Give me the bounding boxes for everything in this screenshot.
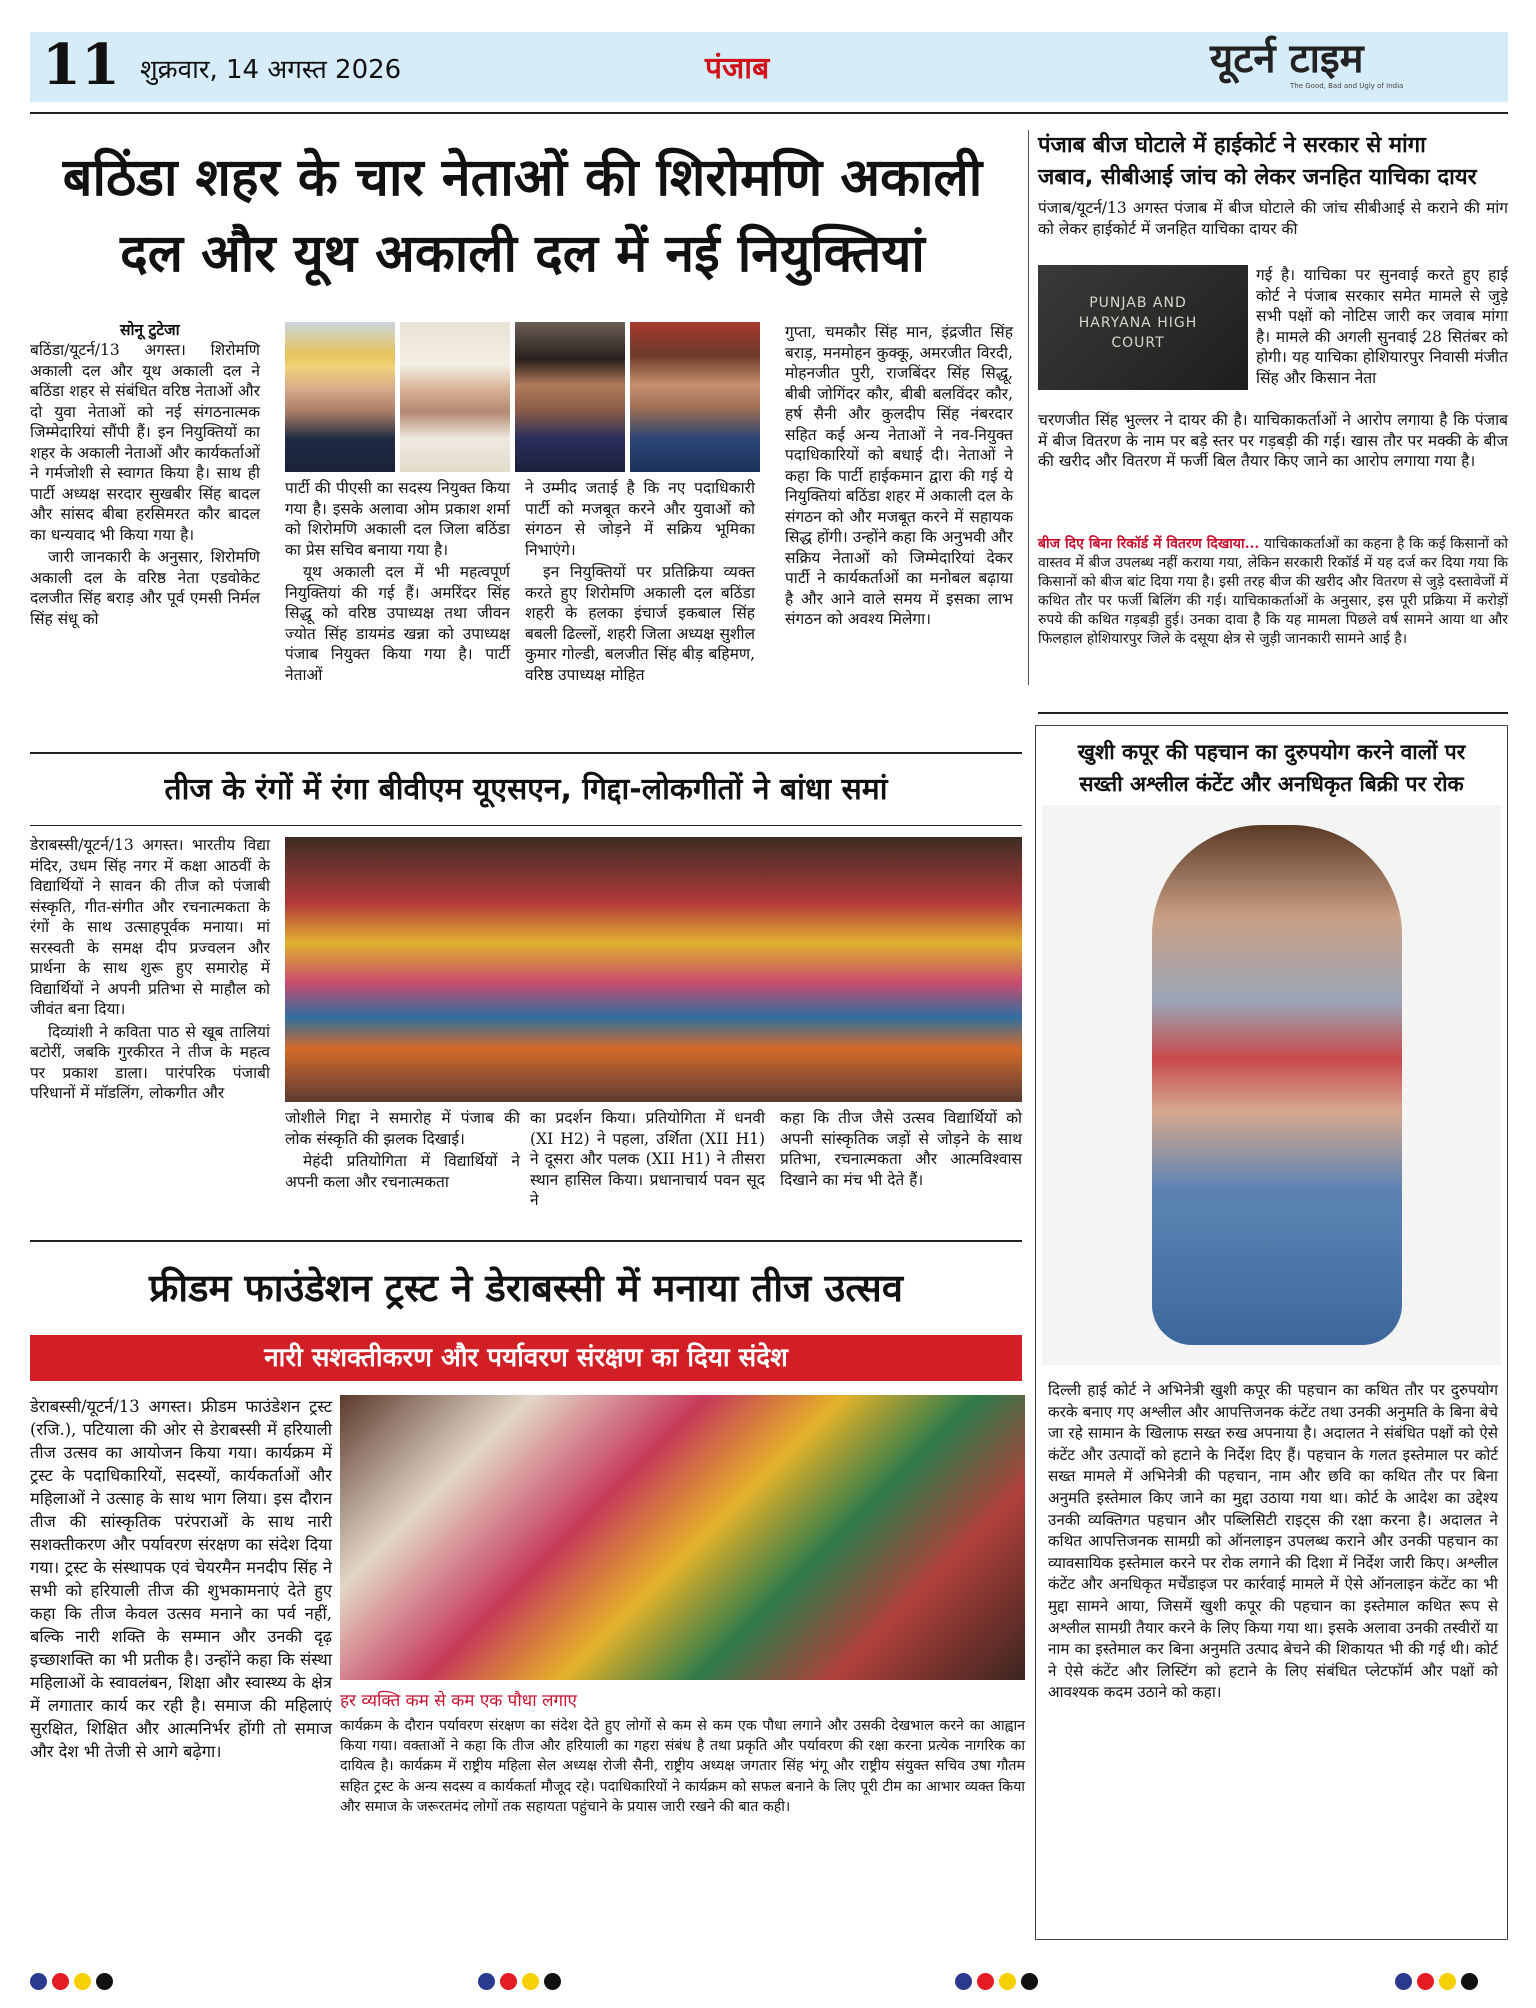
registration-marks-3: [955, 1973, 1038, 1990]
article1-col3: [525, 478, 755, 687]
logo-tagline: The Good, Bad and Ugly of India: [1290, 82, 1404, 90]
article3-top-rule: [30, 752, 1022, 754]
article4-subhead: हर व्यक्ति कम से कम एक पौधा लगाए: [340, 1691, 577, 1711]
article2-headline: [1038, 130, 1508, 194]
article2-bottom-rule: [1038, 712, 1508, 714]
leader-photo-3: [515, 322, 625, 472]
article2-intro: पंजाब/यूटर्न/13 अगस्त पंजाब में बीज घोटाले की जांच सीबीआई से कराने की मांग को लेकर हाईकोर्ट में जनहित याचिका दायर की: [1038, 199, 1508, 238]
teej-dance-photo: [340, 1395, 1025, 1680]
issue-date: शुक्रवार, 14 अगस्त 2026: [140, 55, 402, 85]
article4-headline: फ्रीडम फाउंडेशन ट्रस्ट ने डेराबस्सी में मनाया तीज उत्सव: [148, 1266, 903, 1310]
article3-col2b-text: मेहंदी प्रतियोगिता में विद्यार्थियों ने अपनी कला और रचनात्मकता: [285, 1152, 520, 1191]
column-rule-right: [1028, 130, 1029, 685]
newspaper-logo: [1210, 36, 1500, 96]
article5-headline-line1: खुशी कपूर की पहचान का दुरुपयोग करने वालों पर: [1077, 740, 1466, 764]
registration-marks-4: [1395, 1973, 1478, 1990]
article1-col2: [285, 478, 510, 687]
article5-body: दिल्ली हाई कोर्ट ने अभिनेत्री खुशी कपूर की पहचान का कथित तौर पर दुरुपयोग करके बनाए गए अश्लील और आपत्तिजनक कंटेंट तथा उनकी अनुमति के बिना बेचे जा रहे सामान के खिलाफ सख्त रुख अपनाया है। अदालत ने संबंधित पक्षों को ऐसे कंटेंट और उत्पादों को हटाने के निर्देश दिए हैं। पहचान के गलत इस्तेमाल पर कोर्ट सख्त मामले में अभिनेत्री की पहचान, नाम और छवि का कथित तौर पर बिना अनुमति इस्तेमाल किए जाने का मुद्दा उठाया गया था। कोर्ट के आदेश का उद्देश्य उनकी व्यक्तिगत पहचान और पब्लिसिटी राइट्स की रक्षा करना है। अदालत ने कथित आपत्तिजनक सामग्री को ऑनलाइन उपलब्ध कराने और उनकी पहचान का व्यावसायिक इस्तेमाल करने पर रोक लगाने की दिशा में निर्देश जारी किए। अश्लील कंटेंट और अनधिकृत मर्चेंडाइज पर कार्रवाई मामले में ऐसे ऑनलाइन कंटेंट का भी मुद्दा सामने आया, जिसमें खुशी कपूर की पहचान का इस्तेमाल कथित रूप से अश्लील सामग्री तैयार करने के लिए किया गया था। इसके अलावा उनकी तस्वीरों या नाम का इस्तेमाल कर बिना अनुमति उत्पाद बेचने की शिकायत भी की गई थी। कोर्ट ने ऐसे कंटेंट और लिस्टिंग को हटाने के लिए संबंधित प्लेटफॉर्म और पक्षों को आवश्यक कदम उठाने को कहा।: [1048, 1381, 1498, 1702]
article1-col4: [785, 322, 1013, 632]
article3-col3: का प्रदर्शन किया। प्रतियोगिता में धनवी (XI H2) ने पहला, उर्शिता (XII H1) ने दूसरा और पलक (XII H1) ने तीसरा स्थान हासिल किया। प्रधानाचार्य पवन सूद ने: [530, 1109, 765, 1209]
article5-headline-line2: सख्ती अश्लील कंटेंट और अनधिकृत बिक्री पर रोक: [1079, 772, 1464, 796]
leader-photo-4: [630, 322, 760, 472]
teej-group-photo: [285, 837, 1022, 1102]
article1-col2b-text: यूथ अकाली दल में भी महत्वपूर्ण नियुक्तियां की गई हैं। अमरिंदर सिंह सिद्धू को वरिष्ठ उपाध्यक्ष तथा जीवन ज्योत सिंह डायमंड खन्ना को उपाध्यक्ष पंजाब नियुक्त किया गया है। पार्टी नेताओं: [285, 563, 510, 684]
article3-col1-text: डेराबस्सी/यूटर्न/13 अगस्त। भारतीय विद्या मंदिर, उधम सिंह नगर में कक्षा आठवीं के विद्यार्थियों ने सावन की तीज को पंजाबी संस्कृति, गीत-संगीत और रचनात्मकता के रंगों के साथ उत्साहपूर्वक मनाया। मां सरस्वती के समक्ष दीप प्रज्वलन और प्रार्थना के साथ शुरू हुए समारोह में विद्यार्थियों ने अपनी प्रतिभा से माहौल को जीवंत बना दिया।: [30, 836, 270, 1018]
article3-col2-text: जोशीले गिद्दा ने समारोह में पंजाब की लोक संस्कृति की झलक दिखाई।: [285, 1109, 520, 1148]
article1-headline-line1: बठिंडा शहर के चार नेताओं की शिरोमणि अकाली: [62, 148, 983, 208]
article1-byline: सोनू टुटेजा: [120, 320, 180, 339]
high-court-sign-text: PUNJAB AND HARYANA HIGH COURT: [1078, 295, 1198, 351]
article4-col1: डेराबस्सी/यूटर्न/13 अगस्त। फ्रीडम फाउंडेशन ट्रस्ट (रजि.), पटियाला की ओर से डेराबस्सी में हरियाली तीज उत्सव का आयोजन किया गया। कार्यक्रम में ट्रस्ट के पदाधिकारियों, सदस्यों, कार्यकर्ताओं और महिलाओं ने उत्साह के साथ भाग लिया। इस दौरान तीज की सांस्कृतिक परंपराओं के साथ नारी सशक्तीकरण और पर्यावरण संरक्षण का संदेश दिया गया। ट्रस्ट के संस्थापक एवं चेयरमैन मनदीप सिंह ने सभी को हरियाली तीज की शुभकामनाएं देते हुए कहा कि तीज केवल उत्सव मनाने का पर्व नहीं, बल्कि नारी शक्ति के सम्मान और उनकी दृढ़ इच्छाशक्ति का भी प्रतीक है। उन्होंने कहा कि संस्था महिलाओं के स्वावलंबन, शिक्षा और स्वास्थ्य के क्षेत्र में लगातार कार्य कर रही है। समाज की महिलाएं सुरक्षित, शिक्षित और आत्मनिर्भर होंगी तो समाज और देश भी तेजी से आगे बढ़ेगा।: [30, 1397, 332, 1761]
actress-figure: [1152, 825, 1402, 1345]
article2-subhead: बीज दिए बिना रिकॉर्ड में वितरण दिखाया...: [1038, 536, 1260, 552]
article3-headline-rule: [30, 825, 1022, 826]
article1-col4-text: गुप्ता, चमकौर सिंह मान, इंद्रजीत सिंह बराड़, मनमोहन कुक्कू, अमरजीत विरदी, मोहनजीत पुरी, राजबिंदर सिंह सिद्धू, बीबी जोगिंदर कौर, बीबी बलविंदर कौर, हर्ष सैनी और कुलदीप सिंह नंबरदार सहित कई अन्य नेताओं ने नव-नियुक्त पदाधिकारियों को बधाई दी। नेताओं ने कहा कि पार्टी हाईकमान द्वारा की गई ये नियुक्तियां बठिंडा शहर में अकाली दल के संगठन को और मजबूत करने में सहायक सिद्ध होंगी। उन्होंने कहा कि अनुभवी और सक्रिय नेताओं को जिम्मेदारियां देकर पार्टी ने कार्यकर्ताओं का मनोबल बढ़ाया है और आने वाले समय में इसका लाभ संगठन को अवश्य मिलेगा।: [785, 323, 1013, 628]
leader-photo-2: [400, 322, 510, 472]
article1-col1-text: बठिंडा/यूटर्न/13 अगस्त। शिरोमणि अकाली दल और यूथ अकाली दल ने बठिंडा शहर से संबंधित वरिष्ठ नेताओं और दो युवा नेताओं को नई संगठनात्मक जिम्मेदारियां सौंपी हैं। इन नियुक्तियों का शहर के अकाली नेताओं और कार्यकर्ताओं ने गर्मजोशी से स्वागत किया है। साथ ही पार्टी अध्यक्ष सरदार सुखबीर सिंह बादल और सांसद बीबा हरसिमरत कौर बादल का धन्यवाद भी किया गया है।: [30, 341, 260, 544]
article4-top-rule: [30, 1240, 1022, 1242]
article1-col3-text: ने उम्मीद जताई है कि नए पदाधिकारी पार्टी को मजबूत करने और युवाओं को संगठन से जोड़ने में सक्रिय भूमिका निभाएंगे।: [525, 479, 755, 559]
article1-col3b-text: इन नियुक्तियों पर प्रतिक्रिया व्यक्त करते हुए शिरोमणि अकाली दल बठिंडा शहरी के हलका इंचार्ज इकबाल सिंह बबली ढिल्लों, शहरी जिला अध्यक्ष सुशील कुमार गोल्डी, बलजीत सिंह बीड़ बहिमण, वरिष्ठ उपाध्यक्ष मोहित: [525, 563, 755, 684]
article3-col4: कहा कि तीज जैसे उत्सव विद्यार्थियों को अपनी सांस्कृतिक जड़ों से जोड़ने के साथ प्रतिभा, रचनात्मकता और आत्मविश्वास दिखाने का मंच भी देते हैं।: [780, 1109, 1022, 1189]
article2-headline-line1: पंजाब बीज घोटाले में हाईकोर्ट ने सरकार से मांगा: [1038, 133, 1426, 158]
logo-text: यूटर्न टाइम: [1210, 36, 1364, 82]
article1-col1b-text: जारी जानकारी के अनुसार, शिरोमणि अकाली दल के वरिष्ठ नेता एडवोकेट दलजीत सिंह बराड़ और पूर्व एमसी निर्मल सिंह संधू को: [30, 548, 260, 628]
high-court-sign-photo: [1038, 265, 1248, 390]
article2-body: चरणजीत सिंह भुल्लर ने दायर की है। याचिकाकर्ताओं ने आरोप लगाया है कि पंजाब में बीज वितरण के नाम पर बड़े स्तर पर गड़बड़ी की गई। खास तौर पर मक्की के बीज की खरीद और वितरण में फर्जी बिल तैयार किए जाने का आरोप लगाया गया है।: [1038, 411, 1508, 470]
actress-photo: [1042, 805, 1501, 1365]
article1-col1: [30, 340, 260, 631]
registration-marks-1: [30, 1973, 113, 1990]
article3-col1: [30, 835, 270, 1106]
article2-wrap: गई है। याचिका पर सुनवाई करते हुए हाई कोर्ट ने पंजाब सरकार समेत मामले से जुड़े सभी पक्षों को नोटिस जारी कर जवाब मांगा है। मामले की अगली सुनवाई 28 सितंबर को होगी। यह याचिका होशियारपुर निवासी मंजीत सिंह और किसान नेता: [1256, 266, 1508, 387]
article3-col2: [285, 1108, 520, 1194]
article3-col1b-text: दिव्यांशी ने कविता पाठ से खूब तालियां बटोरीं, जबकि गुरकीरत ने तीज के महत्व पर प्रकाश डाला। पारंपरिक पंजाबी परिधानों में मॉडलिंग, लोकगीत और: [30, 1022, 270, 1102]
article4-banner: नारी सशक्तीकरण और पर्यावरण संरक्षण का दिया संदेश: [30, 1335, 1022, 1381]
article1-headline-line2: दल और यूथ अकाली दल में नई नियुक्तियां: [120, 224, 925, 284]
article4-col2: कार्यक्रम के दौरान पर्यावरण संरक्षण का संदेश देते हुए लोगों से कम से कम एक पौधा लगाने और उसकी देखभाल करने का आह्वान किया गया। वक्ताओं ने कहा कि तीज और हरियाली का गहरा संबंध है तथा प्रकृति और पर्यावरण की रक्षा करना प्रत्येक नागरिक का दायित्व है। कार्यक्रम में राष्ट्रीय महिला सेल अध्यक्ष रोजी सैनी, राष्ट्रीय अध्यक्ष जगतार सिंह भंगू और राष्ट्रीय संयुक्त सचिव उषा गौतम सहित ट्रस्ट के अन्य सदस्य व कार्यकर्ता मौजूद रहे। पदाधिकारियों ने कार्यक्रम को सफल बनाने के लिए पूरी टीम का आभार व्यक्त किया और समाज के जरूरतमंद लोगों तक सहायता पहुंचाने के प्रयास जारी रखने की बात कही।: [340, 1718, 1025, 1815]
masthead-rule: [30, 112, 1508, 114]
leader-photo-1: [285, 322, 395, 472]
article3-headline: तीज के रंगों में रंगा बीवीएम यूएसएन, गिद्दा-लोकगीतों ने बांधा समां: [164, 772, 888, 807]
article2-body2-text: याचिकाकर्ताओं का कहना है कि कई किसानों को वास्तव में बीज उपलब्ध नहीं कराया गया, लेकिन सरकारी रिकॉर्ड में यह दर्ज कर दिया गया कि किसानों को बीज बांट दिया गया है। इसी तरह बीज की खरीद और वितरण से जुड़े दस्तावेजों में कथित तौर पर फर्जी बिलिंग की गई। याचिकाकर्ताओं के अनुसार, इस पूरी प्रक्रिया में करोड़ों रुपये की कथित गड़बड़ी हुई। उनका दावा है कि यह मामला पिछले वर्ष सामने आया था और फिलहाल होशियारपुर जिले के दसूया क्षेत्र से जुड़ी जानकारी सामने आई है।: [1038, 536, 1509, 647]
article1-headline: [30, 140, 1015, 292]
section-title: पंजाब: [705, 51, 770, 86]
page-number: 11: [42, 32, 120, 98]
article2-body2: [1038, 535, 1508, 649]
article2-headline-line2: जबाव, सीबीआई जांच को लेकर जनहित याचिका दायर: [1038, 165, 1477, 190]
registration-marks-2: [478, 1973, 561, 1990]
article1-col2-text: पार्टी की पीएसी का सदस्य नियुक्त किया गया है। इसके अलावा ओम प्रकाश शर्मा को शिरोमणि अकाली दल जिला बठिंडा का प्रेस सचिव बनाया गया है।: [285, 479, 510, 559]
article5-headline: [1040, 736, 1503, 800]
